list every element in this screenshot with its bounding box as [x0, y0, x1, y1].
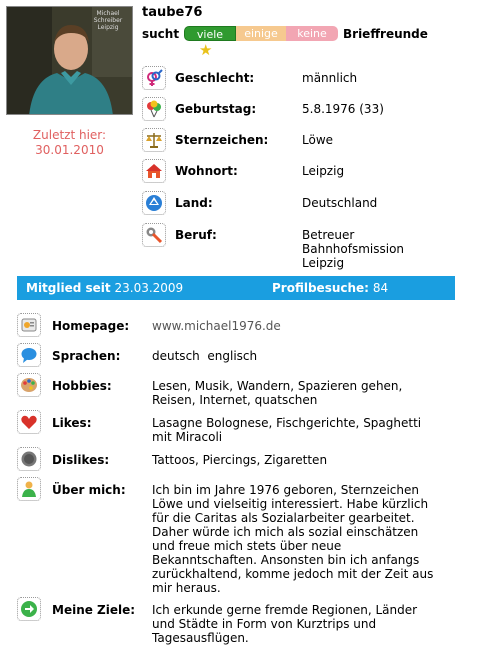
wrench-icon: [142, 223, 166, 247]
seeking-option-viele[interactable]: viele: [184, 26, 236, 41]
hobbies-line: Reisen, Internet, quatschen: [152, 393, 318, 407]
goals-line: Ich erkunde gerne fremde Regionen, Länder: [152, 603, 418, 617]
residence-value: Leipzig: [302, 164, 345, 178]
last-seen-label: Zuletzt hier:: [32, 128, 107, 142]
about-me-line: Löwe und vielseitig interessiert. Habe kürzlich: [152, 497, 429, 511]
about-me-value: [152, 483, 433, 595]
palette-icon: [17, 373, 41, 397]
dislikes-value: Tattoos, Piercings, Zigaretten: [152, 453, 328, 467]
profile-photo: [6, 6, 133, 115]
about-me-line: Bekanntschaften. Ansonsten bin ich anfangs: [152, 553, 420, 567]
hobbies-value: [152, 379, 402, 407]
zodiac-label: Sternzeichen:: [175, 133, 269, 147]
profession-line: Leipzig: [302, 256, 345, 270]
likes-label: Likes:: [52, 416, 92, 430]
about-me-line: für die Caritas als Sozialarbeiter gearbeitet.: [152, 511, 415, 525]
arrow-right-icon: [17, 597, 41, 621]
country-label: Land:: [175, 196, 213, 210]
about-me-line: Ich bin im Jahre 1976 geboren, Sternzeichen: [152, 483, 419, 497]
languages-value: deutsch englisch: [152, 349, 258, 363]
dislike-icon: [17, 447, 41, 471]
pen-pals-label: Brieffreunde: [343, 27, 428, 41]
goals-value: [152, 603, 417, 645]
likes-value: [152, 416, 421, 444]
about-me-label: Über mich:: [52, 483, 126, 497]
profession-label: Beruf:: [175, 228, 217, 242]
member-since-date: 23.03.2009: [114, 281, 184, 295]
hobbies-line: Lesen, Musik, Wandern, Spazieren gehen,: [152, 379, 403, 393]
profile-visits: [272, 276, 388, 300]
star-icon: ★: [199, 41, 213, 59]
about-me-line: zurückhaltend, komme jedoch mit der Zeit aus: [152, 567, 434, 581]
languages-label: Sprachen:: [52, 349, 121, 363]
goals-line: und Städte in Form von Kurztrips und: [152, 617, 377, 631]
country-value: Deutschland: [302, 196, 378, 210]
heart-icon: [17, 410, 41, 434]
goals-line: Tagesausflügen.: [152, 631, 249, 645]
homepage-icon: [17, 313, 41, 337]
house-icon: [142, 159, 166, 183]
profession-line: Betreuer: [302, 228, 355, 242]
birthday-value: 5.8.1976 (33): [302, 102, 384, 116]
likes-line: mit Miracoli: [152, 430, 223, 444]
last-seen-date: 30.01.2010: [35, 143, 104, 157]
profile-visits-count: 84: [372, 281, 389, 295]
homepage-link[interactable]: www.michael1976.de: [152, 319, 281, 333]
scales-icon: [142, 128, 166, 152]
about-me-line: mir heraus.: [152, 581, 221, 595]
homepage-label: Homepage:: [52, 319, 130, 333]
about-me-line: und freue mich stets über neue: [152, 539, 342, 553]
residence-label: Wohnort:: [175, 164, 238, 178]
gender-value: männlich: [302, 71, 358, 85]
photo-caption: Michael Schreiber Leipzig: [93, 10, 123, 31]
goals-label: Meine Ziele:: [52, 603, 136, 617]
balloons-icon: [142, 97, 166, 121]
profile-visits-label: Profilbesuche:: [272, 281, 369, 295]
person-icon: [17, 477, 41, 501]
profession-value: [302, 228, 404, 270]
hobbies-label: Hobbies:: [52, 379, 112, 393]
dislikes-label: Dislikes:: [52, 453, 110, 467]
seeking-option-einige[interactable]: einige: [236, 26, 286, 41]
about-me-line: Daher würde ich mich als sozial einschätzen: [152, 525, 419, 539]
last-seen: [6, 128, 133, 158]
seeking-option-keine[interactable]: keine: [286, 26, 338, 41]
member-banner: [17, 276, 455, 300]
globe-icon: [142, 191, 166, 215]
speech-bubble-icon: [17, 343, 41, 367]
zodiac-value: Löwe: [302, 133, 334, 147]
gender-label: Geschlecht:: [175, 71, 255, 85]
birthday-label: Geburtstag:: [175, 102, 257, 116]
gender-icon: [142, 66, 166, 90]
member-since: [26, 276, 183, 300]
member-since-label: Mitglied seit: [26, 281, 111, 295]
profession-line: Bahnhofsmission: [302, 242, 405, 256]
likes-line: Lasagne Bolognese, Fischgerichte, Spaghetti: [152, 416, 422, 430]
seeking-label: sucht: [142, 27, 180, 41]
username: taube76: [142, 5, 203, 20]
